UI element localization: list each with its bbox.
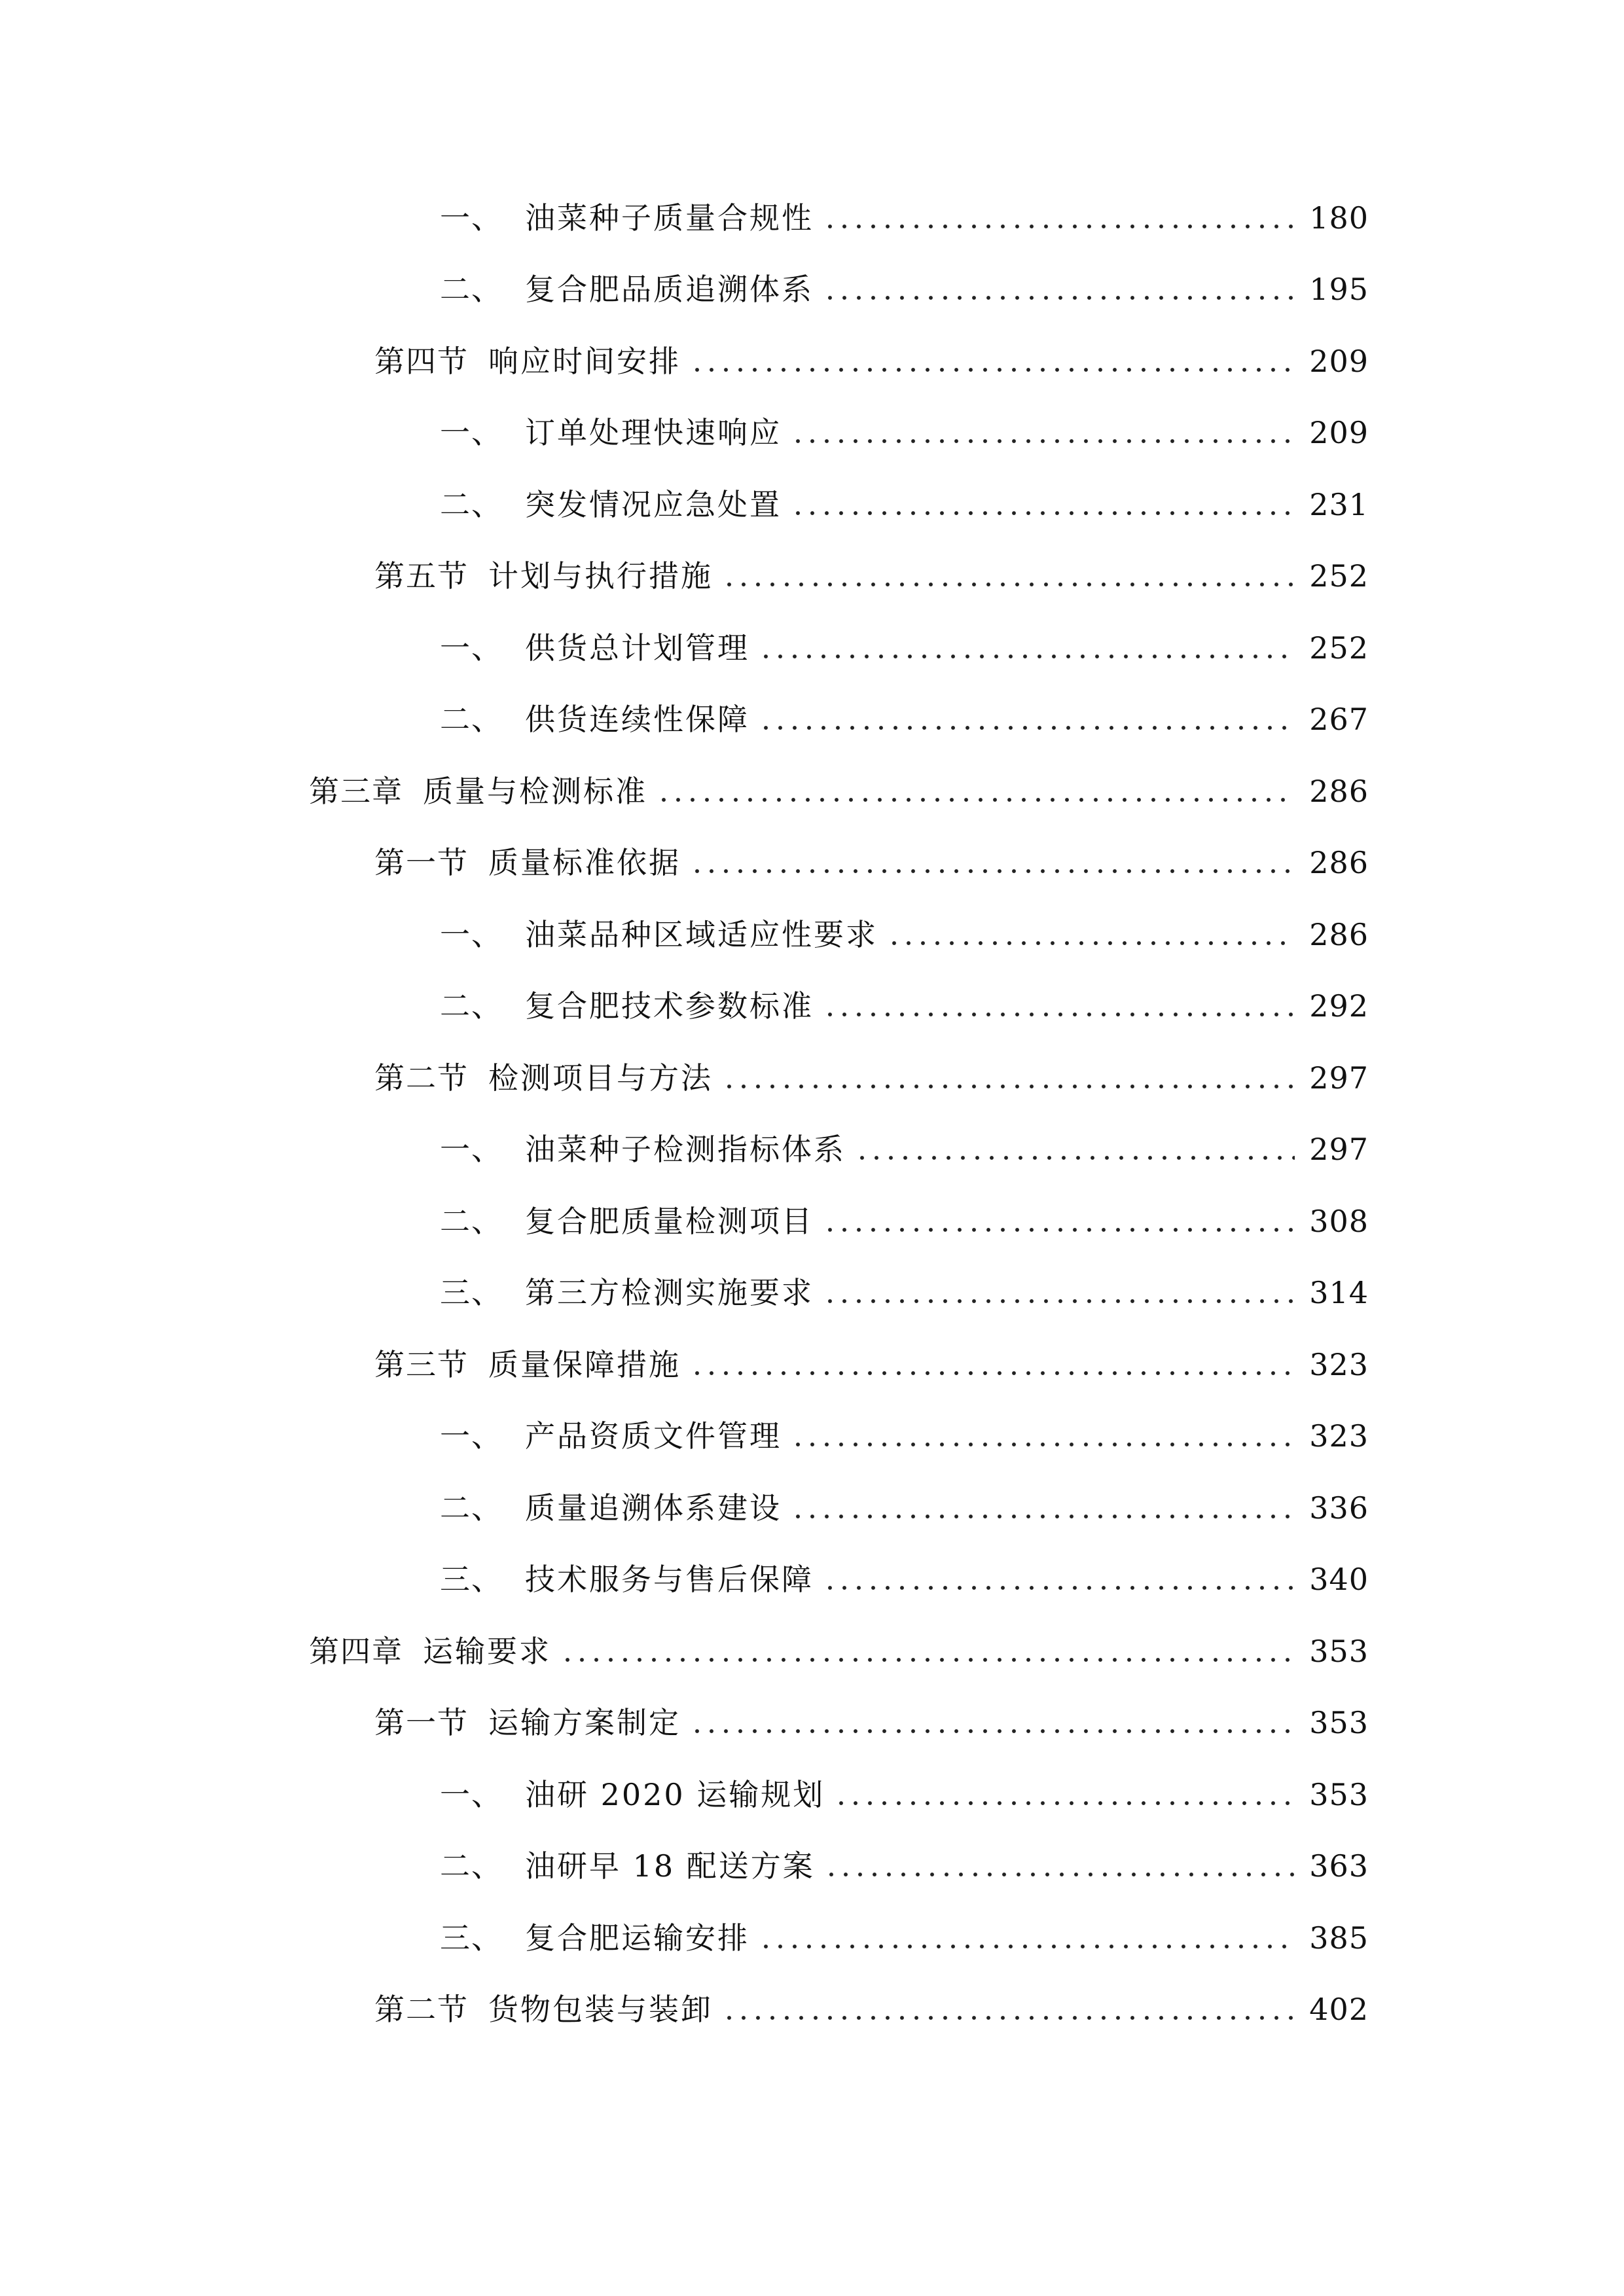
toc-entry-title: 突发情况应急处置 [525,487,782,522]
toc-entry-title: 油研早 18 配送方案 [525,1848,815,1884]
toc-entry-title: 质量追溯体系建设 [525,1490,782,1526]
toc-entry-page: 402 [1309,1992,1369,2027]
toc-entry-title: 质量标准依据 [488,845,681,880]
toc-entry-page: 292 [1309,988,1369,1024]
toc-entry-number: 一、 [440,630,503,666]
toc-entry-title: 供货总计划管理 [525,630,749,666]
toc-entry-page: 340 [1309,1562,1369,1597]
toc-entry-title: 运输方案制定 [488,1705,681,1740]
toc-entry-number: 第一节 [374,1705,469,1740]
toc-entry-title: 产品资质文件管理 [525,1418,782,1454]
toc-entry-title: 计划与执行措施 [488,558,713,594]
toc-entry[interactable] [309,1625,1369,1677]
toc-entry-title: 复合肥技术参数标准 [525,988,814,1024]
toc-entry-title: 质量保障措施 [488,1347,681,1382]
dot-leader [887,940,1295,946]
toc-entry[interactable] [374,550,1369,602]
toc-entry-page: 231 [1309,487,1369,522]
toc-entry-number: 一、 [440,917,503,952]
dot-leader [834,1800,1295,1806]
toc-entry[interactable] [440,693,1369,745]
toc-entry-number: 二、 [440,988,503,1024]
toc-entry-title: 复合肥品质追溯体系 [525,272,814,307]
dot-leader [823,223,1295,230]
toc-entry[interactable] [374,1696,1369,1749]
toc-entry-number: 二、 [440,1490,503,1526]
toc-entry-page: 336 [1309,1490,1369,1526]
dot-leader [823,1011,1295,1018]
toc-entry-page: 267 [1309,702,1369,737]
toc-entry-page: 286 [1309,845,1369,880]
toc-entry-title: 货物包装与装卸 [488,1992,713,2027]
toc-entry-number: 二、 [440,1204,503,1239]
dot-leader [823,295,1295,301]
toc-entry-number: 一、 [440,200,503,236]
dot-leader [824,1871,1295,1878]
toc-entry-title: 质量与检测标准 [423,774,647,809]
toc-entry-number: 三、 [440,1920,503,1956]
toc-entry-page: 286 [1309,774,1369,809]
dot-leader [759,653,1295,660]
toc-entry[interactable] [440,622,1369,674]
toc-entry-page: 297 [1309,1132,1369,1167]
toc-entry[interactable] [440,1553,1369,1605]
dot-leader [657,797,1295,803]
toc-entry-title: 第三方检测实施要求 [525,1275,814,1310]
toc-entry-number: 第三章 [309,774,403,809]
dot-leader [759,1943,1295,1950]
toc-entry-page: 323 [1309,1347,1369,1382]
dot-leader [791,510,1295,516]
toc-entry-page: 209 [1309,344,1369,379]
dot-leader [690,367,1295,373]
dot-leader [690,1370,1295,1376]
toc-entry-number: 第三节 [374,1347,469,1382]
toc-entry-number: 二、 [440,487,503,522]
dot-leader [722,1083,1295,1090]
toc-entry-page: 308 [1309,1204,1369,1239]
toc-entry-title: 检测项目与方法 [488,1060,713,1096]
toc-entry-title: 响应时间安排 [488,344,681,379]
toc-entry-page: 297 [1309,1060,1369,1096]
toc-entry[interactable] [440,1266,1369,1319]
toc-entry-number: 二、 [440,1848,503,1884]
toc-entry-number: 一、 [440,1418,503,1454]
toc-entry-page: 286 [1309,917,1369,952]
toc-entry[interactable] [440,192,1369,244]
toc-entry-page: 195 [1309,272,1369,307]
toc-entry-page: 363 [1309,1848,1369,1884]
dot-leader [823,1298,1295,1304]
toc-entry[interactable] [440,1482,1369,1534]
toc-entry[interactable] [440,908,1369,961]
dot-leader [823,1585,1295,1591]
toc-entry[interactable] [374,1052,1369,1104]
toc-entry-title: 油研 2020 运输规划 [525,1777,825,1812]
dot-leader [823,1227,1295,1233]
dot-leader [791,438,1295,444]
toc-entry[interactable] [374,1983,1369,2036]
toc-entry-title: 运输要求 [423,1634,551,1669]
toc-entry-title: 复合肥运输安排 [525,1920,749,1956]
toc-entry[interactable] [440,1840,1369,1892]
dot-leader [560,1657,1295,1663]
toc-entry-title: 技术服务与售后保障 [525,1562,814,1597]
dot-leader [690,868,1295,874]
toc-entry-number: 第五节 [374,558,469,594]
toc-entry[interactable] [440,1123,1369,1175]
toc-entry-page: 252 [1309,558,1369,594]
toc-entry-number: 第二节 [374,1060,469,1096]
toc-entry-number: 第四章 [309,1634,403,1669]
toc-entry[interactable] [440,980,1369,1032]
toc-entry[interactable] [440,406,1369,459]
dot-leader [759,725,1295,731]
toc-entry-number: 二、 [440,272,503,307]
toc-entry-title: 油菜种子质量合规性 [525,200,814,236]
dot-leader [722,2015,1295,2021]
toc-entry-page: 353 [1309,1777,1369,1812]
toc-entry-page: 385 [1309,1920,1369,1956]
toc-entry-number: 一、 [440,1132,503,1167]
toc-entry[interactable] [374,335,1369,387]
toc-entry[interactable] [440,1768,1369,1821]
toc-entry-number: 一、 [440,1777,503,1812]
toc-entry-page: 353 [1309,1705,1369,1740]
toc-entry[interactable] [374,836,1369,889]
toc-entry-number: 第四节 [374,344,469,379]
toc-entry-title: 复合肥质量检测项目 [525,1204,814,1239]
toc-entry[interactable] [374,1338,1369,1391]
dot-leader [791,1513,1295,1520]
toc-entry-page: 252 [1309,630,1369,666]
toc-entry[interactable] [440,1410,1369,1462]
toc-entry-page: 209 [1309,415,1369,450]
dot-leader [855,1155,1295,1161]
toc-entry[interactable] [309,765,1369,817]
toc-entry-number: 第一节 [374,845,469,880]
toc-entry[interactable] [440,263,1369,315]
toc-entry[interactable] [440,1912,1369,1964]
toc-entry[interactable] [440,1195,1369,1247]
toc-entry-page: 180 [1309,200,1369,236]
toc-entry-number: 二、 [440,702,503,737]
toc-entry-page: 314 [1309,1275,1369,1310]
toc-entry-page: 323 [1309,1418,1369,1454]
dot-leader [690,1728,1295,1734]
toc-entry[interactable] [440,478,1369,531]
toc-entry-number: 三、 [440,1275,503,1310]
toc-entry-title: 供货连续性保障 [525,702,749,737]
toc-entry-number: 三、 [440,1562,503,1597]
toc-entry-title: 油菜品种区域适应性要求 [525,917,878,952]
dot-leader [791,1441,1295,1448]
toc-entry-number: 第二节 [374,1992,469,2027]
toc-entry-page: 353 [1309,1634,1369,1669]
toc-entry-title: 油菜种子检测指标体系 [525,1132,846,1167]
dot-leader [722,581,1295,588]
toc-entry-title: 订单处理快速响应 [525,415,782,450]
toc-entry-number: 一、 [440,415,503,450]
